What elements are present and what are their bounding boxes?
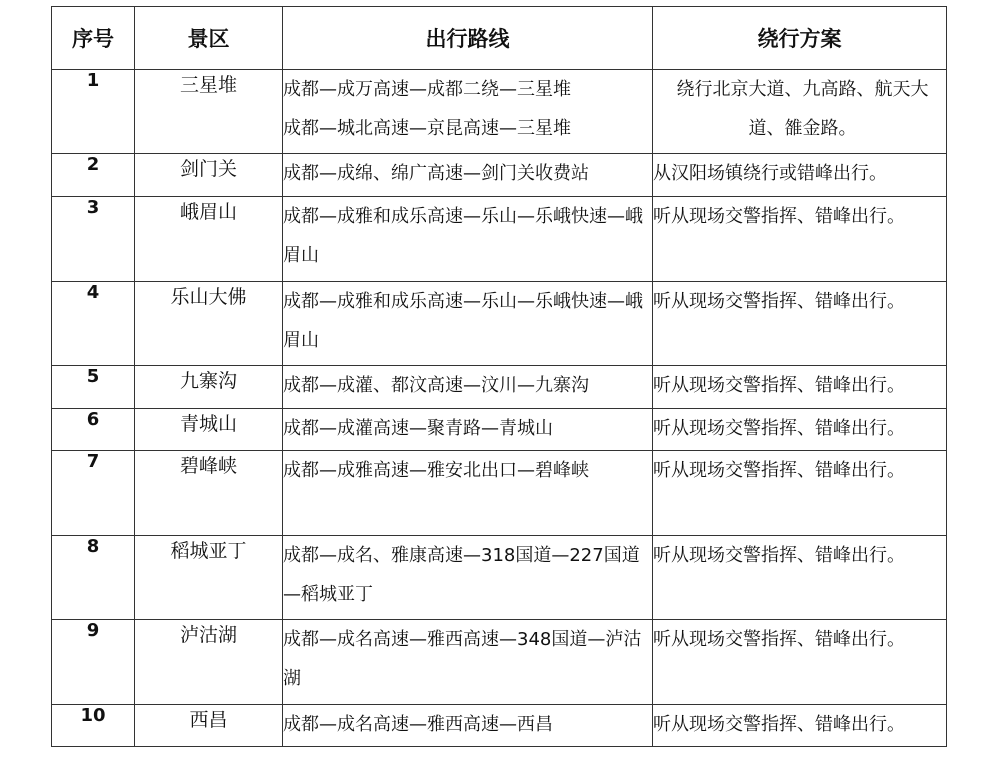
table-row: [52, 197, 947, 282]
detour-plan: 听从现场交警指挥、错峰出行。: [653, 197, 947, 282]
table-row: [52, 705, 947, 747]
scenic-spot: 西昌: [135, 705, 283, 747]
row-number: 6: [52, 409, 135, 451]
travel-route: 成都—成名高速—雅西高速—348国道—泸沽湖: [283, 620, 653, 705]
row-number: 8: [52, 536, 135, 620]
travel-route: 成都—成灌高速—聚青路—青城山: [283, 409, 653, 451]
header-no: 序号: [52, 7, 135, 70]
table-row: [52, 451, 947, 536]
scenic-spot: 碧峰峡: [135, 451, 283, 536]
travel-route: 成都—成名、雅康高速—318国道—227国道—稻城亚丁: [283, 536, 653, 620]
routes-table: [51, 6, 947, 747]
row-number: 9: [52, 620, 135, 705]
scenic-spot: 稻城亚丁: [135, 536, 283, 620]
travel-route: 成都—成雅和成乐高速—乐山—乐峨快速—峨眉山: [283, 197, 653, 282]
detour-plan: 听从现场交警指挥、错峰出行。: [653, 620, 947, 705]
table-row: [52, 409, 947, 451]
detour-plan: 听从现场交警指挥、错峰出行。: [653, 409, 947, 451]
scenic-spot: 青城山: [135, 409, 283, 451]
travel-route: 成都—成灌、都汶高速—汶川—九寨沟: [283, 366, 653, 409]
table-row: [52, 154, 947, 197]
row-number: 4: [52, 282, 135, 366]
scenic-spot: 泸沽湖: [135, 620, 283, 705]
scenic-spot: 三星堆: [135, 70, 283, 154]
travel-route: 成都—成万高速—成都二绕—三星堆 成都—城北高速—京昆高速—三星堆: [283, 70, 653, 154]
travel-route: 成都—成绵、绵广高速—剑门关收费站: [283, 154, 653, 197]
detour-plan: 听从现场交警指挥、错峰出行。: [653, 366, 947, 409]
row-number: 5: [52, 366, 135, 409]
row-number: 10: [52, 705, 135, 747]
travel-route: 成都—成雅高速—雅安北出口—碧峰峡: [283, 451, 653, 536]
detour-plan: 听从现场交警指挥、错峰出行。: [653, 536, 947, 620]
row-number: 7: [52, 451, 135, 536]
row-number: 1: [52, 70, 135, 154]
header-plan: 绕行方案: [653, 7, 947, 70]
table-row: [52, 620, 947, 705]
detour-plan: 听从现场交警指挥、错峰出行。: [653, 705, 947, 747]
header-site: 景区: [135, 7, 283, 70]
scenic-spot: 乐山大佛: [135, 282, 283, 366]
scenic-spot: 九寨沟: [135, 366, 283, 409]
detour-plan: 听从现场交警指挥、错峰出行。: [653, 282, 947, 366]
travel-route: 成都—成名高速—雅西高速—西昌: [283, 705, 653, 747]
scenic-spot: 峨眉山: [135, 197, 283, 282]
detour-plan: 从汉阳场镇绕行或错峰出行。: [653, 154, 947, 197]
header-route: 出行路线: [283, 7, 653, 70]
table-row: [52, 536, 947, 620]
row-number: 2: [52, 154, 135, 197]
table-row: [52, 282, 947, 366]
detour-plan: 听从现场交警指挥、错峰出行。: [653, 451, 947, 536]
travel-route: 成都—成雅和成乐高速—乐山—乐峨快速—峨眉山: [283, 282, 653, 366]
table-row: [52, 70, 947, 154]
scenic-spot: 剑门关: [135, 154, 283, 197]
detour-plan: 绕行北京大道、九高路、航天大道、雒金路。: [653, 70, 947, 154]
table-row: [52, 366, 947, 409]
header-row: [52, 7, 947, 70]
row-number: 3: [52, 197, 135, 282]
